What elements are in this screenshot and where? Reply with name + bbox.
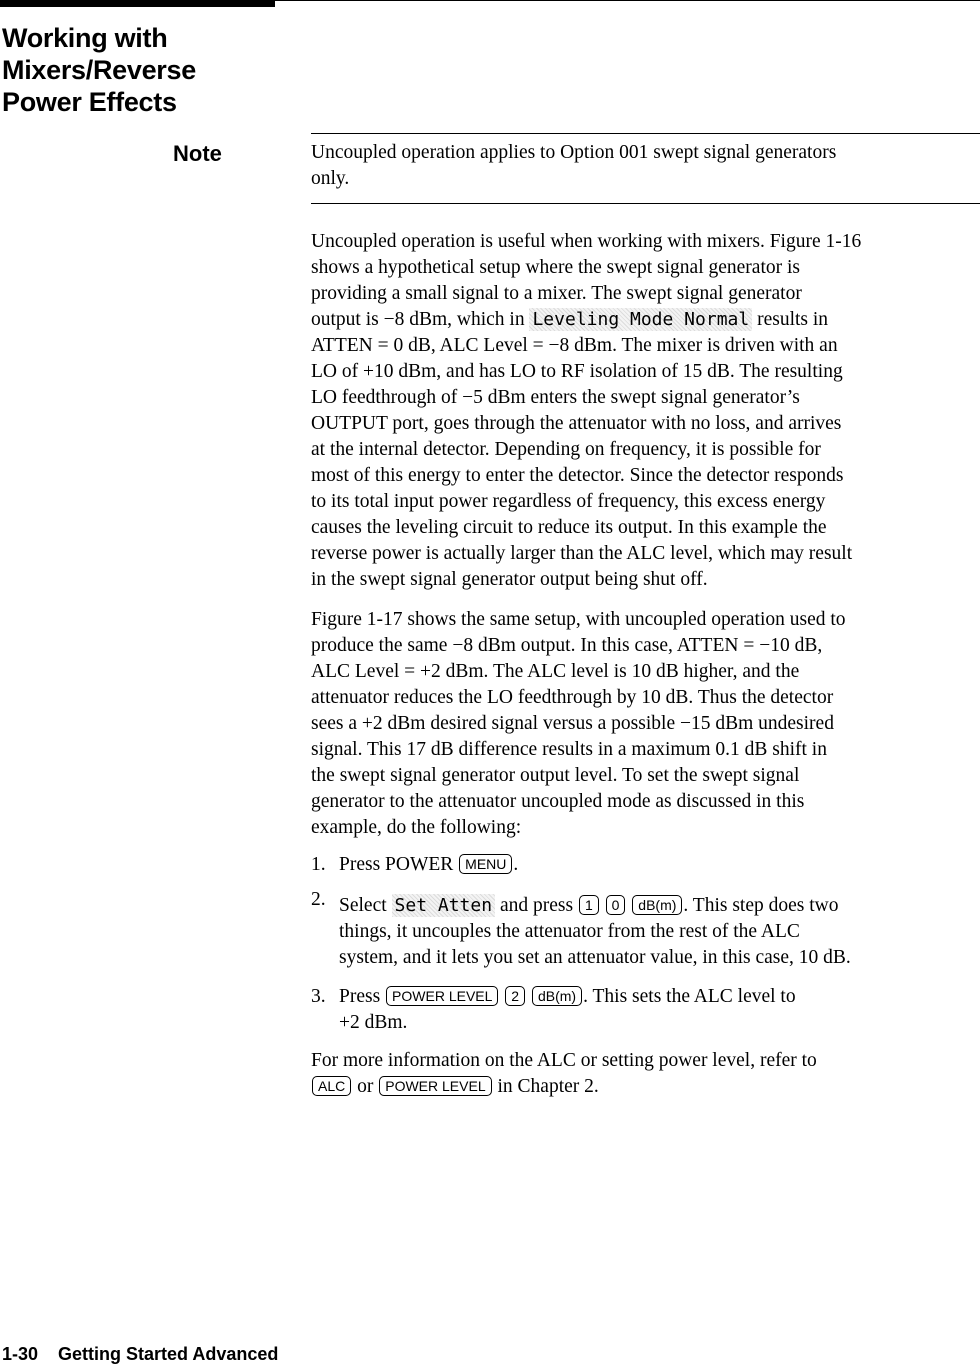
text-line [311, 984, 980, 1010]
text-fragment: Press POWER [339, 854, 459, 875]
paragraph-figure-1-17 [311, 607, 980, 841]
step-number: 1. [311, 854, 326, 875]
text-line: system, and it lets you set an attenuator value, in this case, 10 dB. [339, 947, 851, 968]
text-line [311, 307, 980, 333]
note-line: Uncoupled operation applies to Option 001 swept signal generators [311, 142, 837, 163]
key-power-level: POWER LEVEL [379, 1076, 491, 1096]
note-text [311, 140, 980, 192]
text-line: LO of +10 dBm, and has LO to RF isolation of 15 dB. The resulting [311, 361, 843, 382]
page-number: 1-30 [2, 1344, 39, 1364]
note-label: Note [173, 141, 222, 166]
text-line: at the internal detector. Depending on frequency, it is possible for [311, 439, 821, 460]
chapter-title: Getting Started Advanced [58, 1344, 279, 1364]
text-line [311, 852, 980, 878]
text-line: example, do the following: [311, 817, 522, 838]
text-line: providing a small signal to a mixer. The swept signal generator [311, 283, 802, 304]
section-title-line: Power Effects [2, 87, 177, 117]
step-1 [311, 852, 980, 878]
section-title [2, 22, 262, 118]
section-title-line: Mixers/Reverse [2, 55, 196, 85]
text-fragment: output is −8 dBm, which in [311, 309, 530, 330]
text-line: ALC Level = +2 dBm. The ALC level is 10 dB higher, and the [311, 661, 800, 682]
text-line [311, 1074, 980, 1100]
text-line: reverse power is actually larger than the ALC level, which may result [311, 543, 853, 564]
text-line: LO feedthrough of −5 dBm enters the swept signal generator’s [311, 387, 800, 408]
text-fragment: . This sets the ALC level to [583, 986, 796, 1007]
header-rule-thick [0, 0, 275, 7]
text-line: Figure 1-17 shows the same setup, with uncoupled operation used to [311, 609, 846, 630]
paragraph-more-information [311, 1048, 980, 1100]
text-line: signal. This 17 dB difference results in a maximum 0.1 dB shift in [311, 739, 827, 760]
text-fragment: results in [752, 309, 829, 330]
step-number: 3. [311, 986, 326, 1007]
text-line: +2 dBm. [339, 1012, 408, 1033]
key-1: 1 [579, 895, 599, 915]
step-2 [311, 889, 980, 971]
softkey-set-atten: Set Atten [392, 894, 496, 917]
text-fragment: . [513, 854, 519, 875]
section-title-line: Working with [2, 23, 168, 53]
text-line: causes the leveling circuit to reduce its output. In this example the [311, 517, 827, 538]
key-menu: MENU [459, 854, 512, 874]
text-line: generator to the attenuator uncoupled mode as discussed in this [311, 791, 805, 812]
key-0: 0 [606, 895, 626, 915]
header-rule-thin [275, 0, 980, 1]
text-line: things, it uncouples the attenuator from the rest of the ALC [339, 921, 800, 942]
key-dbm: dB(m) [532, 986, 582, 1006]
text-fragment: and press [495, 895, 578, 916]
text-line [311, 889, 980, 919]
text-fragment: Press [339, 986, 386, 1007]
text-line: ATTEN = 0 dB, ALC Level = −8 dBm. The mixer is driven with an [311, 335, 838, 356]
text-fragment: or [352, 1076, 379, 1097]
note-line: only. [311, 168, 350, 189]
step-number: 2. [311, 889, 326, 910]
text-line: produce the same −8 dBm output. In this case, ATTEN = −10 dB, [311, 635, 823, 656]
text-line: shows a hypothetical setup where the swept signal generator is [311, 257, 800, 278]
text-line: For more information on the ALC or setting power level, refer to [311, 1050, 817, 1071]
key-power-level: POWER LEVEL [386, 986, 498, 1006]
key-2: 2 [505, 986, 525, 1006]
text-line: to its total input power regardless of frequency, this excess energy [311, 491, 826, 512]
key-dbm: dB(m) [632, 895, 682, 915]
text-fragment: in Chapter 2. [492, 1076, 599, 1097]
text-line: the swept signal generator output level. To set the swept signal [311, 765, 800, 786]
text-line: most of this energy to enter the detector. Since the detector responds [311, 465, 844, 486]
text-fragment: Select [339, 895, 392, 916]
text-line: attenuator reduces the LO feedthrough by 10 dB. Thus the detector [311, 687, 834, 708]
note-top-rule [311, 133, 980, 134]
text-line: sees a +2 dBm desired signal versus a possible −15 dBm undesired [311, 713, 834, 734]
text-line: OUTPUT port, goes through the attenuator with no loss, and arrives [311, 413, 842, 434]
softkey-leveling-mode-normal: Leveling Mode Normal [529, 308, 752, 331]
text-line: in the swept signal generator output being shut off. [311, 569, 708, 590]
note-bottom-rule [311, 203, 980, 204]
page-footer [2, 1344, 278, 1365]
text-line: Uncoupled operation is useful when working with mixers. Figure 1-16 [311, 231, 862, 252]
key-alc: ALC [312, 1076, 351, 1096]
paragraph-uncoupled-operation [311, 229, 980, 593]
text-fragment: . This step does two [683, 895, 839, 916]
step-3 [311, 984, 980, 1036]
